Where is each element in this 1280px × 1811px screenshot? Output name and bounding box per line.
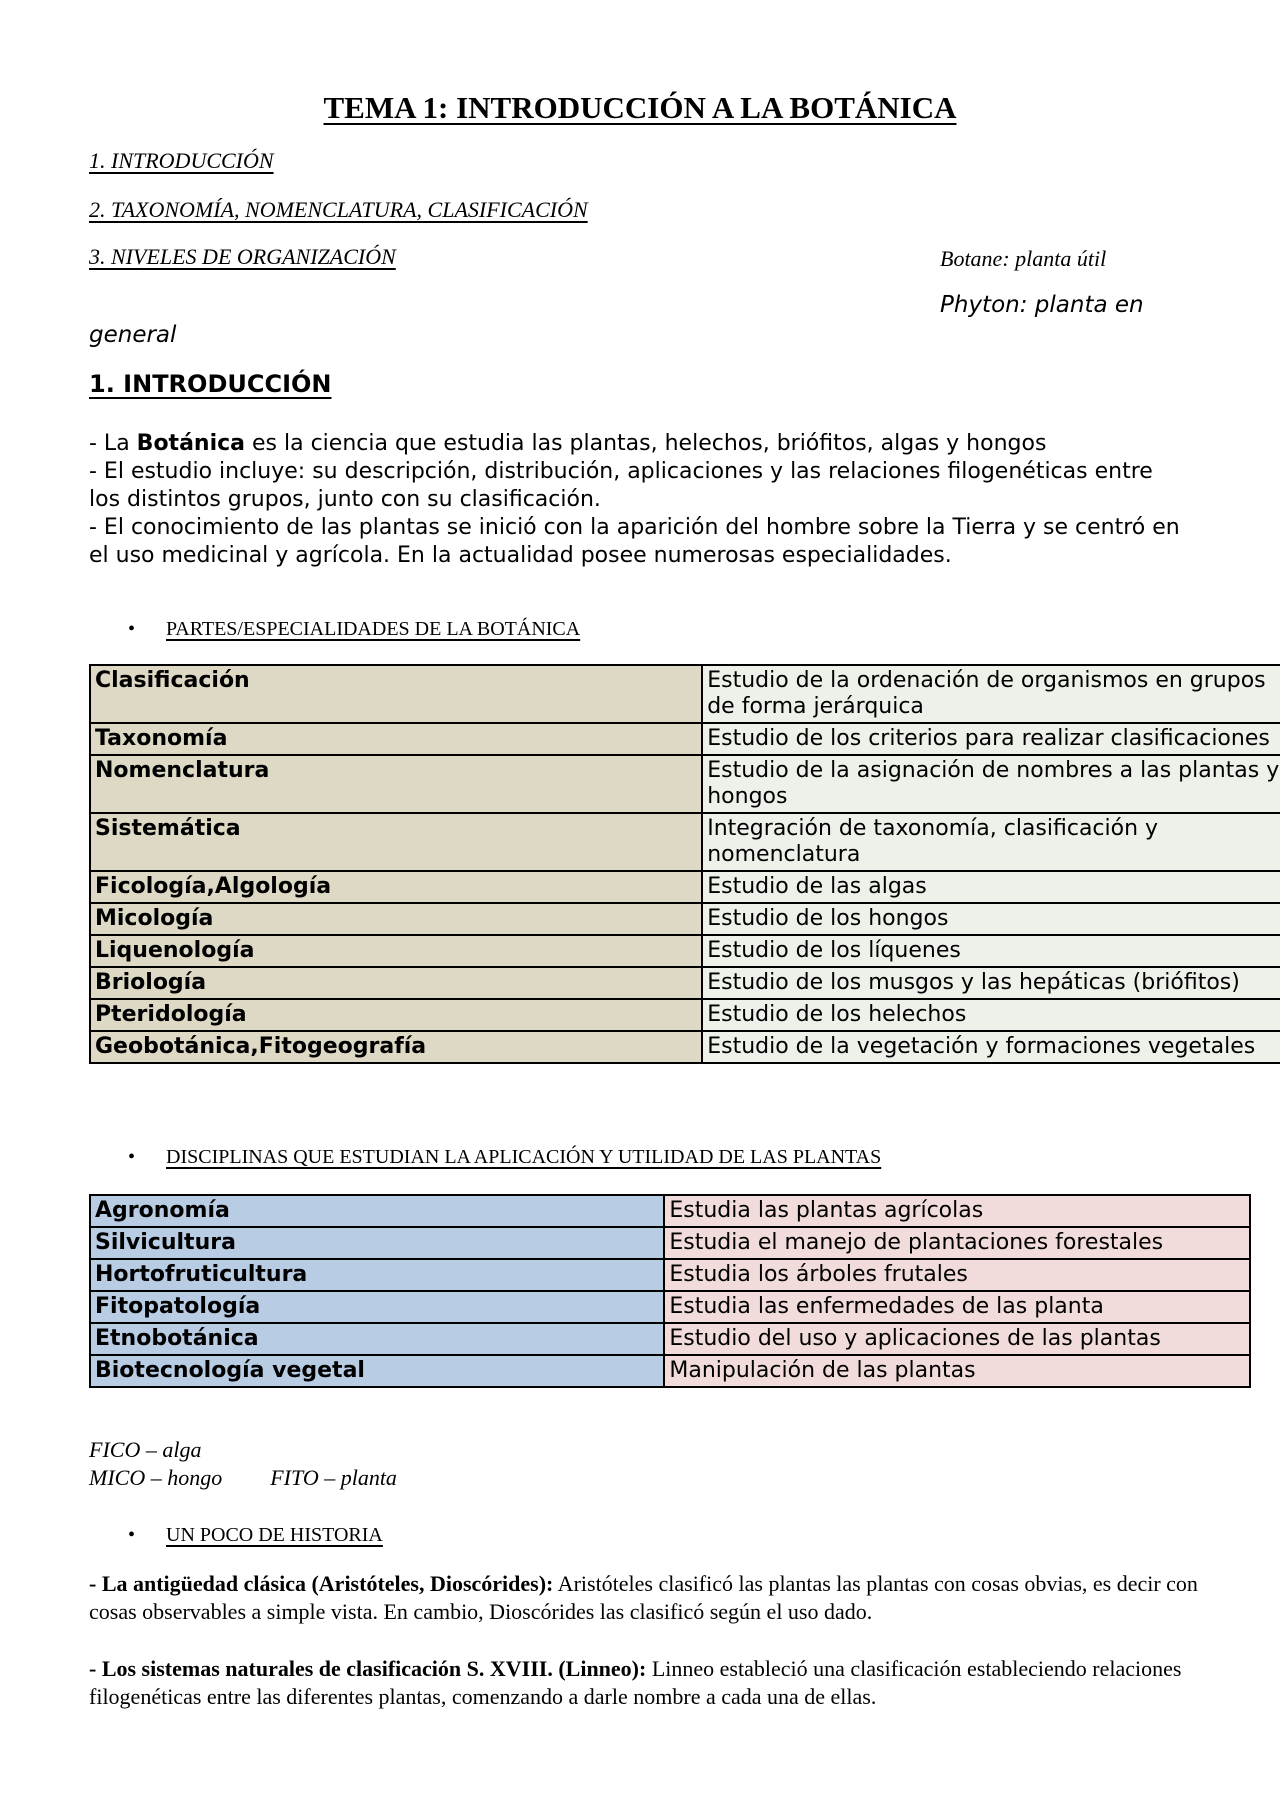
table-cell-description: Manipulación de las plantas bbox=[664, 1355, 1250, 1387]
table-cell-description: Estudio de las algas bbox=[702, 871, 1280, 903]
etymology-phyton: Phyton: planta en bbox=[940, 292, 1144, 318]
table-cell-description: Integración de taxonomía, clasificación y nomenclatura bbox=[702, 813, 1280, 871]
table-cell-description: Estudio de la ordenación de organismos en grupos de forma jerárquica bbox=[702, 665, 1280, 723]
table-cell-description: Estudia las plantas agrícolas bbox=[664, 1195, 1250, 1227]
toc-item-introduccion: 1. INTRODUCCIÓN bbox=[89, 148, 274, 173]
table-row bbox=[90, 1031, 1280, 1063]
table-cell-term: Liquenología bbox=[90, 935, 702, 967]
table-cell-term: Hortofruticultura bbox=[90, 1259, 664, 1291]
bullet-partes: • PARTES/ESPECIALIDADES DE LA BOTÁNICA bbox=[128, 618, 581, 640]
etymology-botane: Botane: planta útil bbox=[940, 246, 1107, 271]
table-cell-term: Silvicultura bbox=[90, 1227, 664, 1259]
table-cell-description: Estudio de los helechos bbox=[702, 999, 1280, 1031]
table-row bbox=[90, 813, 1280, 871]
prefix-fito: FITO – planta bbox=[270, 1465, 397, 1490]
section-heading-introduccion: 1. INTRODUCCIÓN bbox=[89, 370, 332, 398]
table-row bbox=[90, 1323, 1250, 1355]
table-cell-term: Taxonomía bbox=[90, 723, 702, 755]
bullet-dot: • bbox=[128, 618, 136, 640]
table-cell-term: Geobotánica,Fitogeografía bbox=[90, 1031, 702, 1063]
prefix-line-mico-fito bbox=[89, 1464, 397, 1492]
table-row bbox=[90, 1291, 1250, 1323]
table-cell-description: Estudio de la vegetación y formaciones vegetales bbox=[702, 1031, 1280, 1063]
table-cell-term: Briología bbox=[90, 967, 702, 999]
table-cell-term: Agronomía bbox=[90, 1195, 664, 1227]
table-cell-description: Estudio del uso y aplicaciones de las plantas bbox=[664, 1323, 1250, 1355]
table-cell-term: Clasificación bbox=[90, 665, 702, 723]
table-cell-term: Sistemática bbox=[90, 813, 702, 871]
table-cell-term: Etnobotánica bbox=[90, 1323, 664, 1355]
table-cell-description: Estudio de los hongos bbox=[702, 903, 1280, 935]
prefix-mico: MICO – hongo bbox=[89, 1465, 223, 1490]
table-row bbox=[90, 1195, 1250, 1227]
table-cell-description: Estudia los árboles frutales bbox=[664, 1259, 1250, 1291]
bullet-historia: • UN POCO DE HISTORIA bbox=[128, 1524, 383, 1546]
table-cell-term: Nomenclatura bbox=[90, 755, 702, 813]
table-row bbox=[90, 1259, 1250, 1291]
table-row bbox=[90, 903, 1280, 935]
intro-line-botanica: - La Botánica es la ciencia que estudia las plantas, helechos, briófitos, algas y hongos bbox=[89, 431, 1047, 456]
page-title: TEMA 1: INTRODUCCIÓN A LA BOTÁNICA bbox=[323, 90, 957, 125]
etymology-phyton-cont: general bbox=[89, 322, 177, 348]
table-row bbox=[90, 755, 1280, 813]
table-row bbox=[90, 1227, 1250, 1259]
intro-line-conocimiento: - El conocimiento de las plantas se inició con la aparición del hombre sobre la Tierra y se centró en el uso medicinal y agrícola. En la actualidad posee numerosas especialidades. bbox=[89, 515, 1180, 568]
table-row bbox=[90, 967, 1280, 999]
table-row bbox=[90, 935, 1280, 967]
table-row bbox=[90, 1355, 1250, 1387]
bullet-dot: • bbox=[128, 1524, 136, 1546]
bullet-disciplinas: • DISCIPLINAS QUE ESTUDIAN LA APLICACIÓN Y UTILIDAD DE LAS PLANTAS bbox=[128, 1146, 882, 1168]
table-disciplinas bbox=[89, 1194, 1251, 1388]
historia-antiguedad: - La antigüedad clásica (Aristóteles, Dioscórides): Aristóteles clasificó las plantas las plantas con cosas obvias, es decir con cosas observables a simple vista. En cambio, Dioscórides las clasificó según el uso dado. bbox=[89, 1571, 1198, 1624]
table-cell-description: Estudia las enfermedades de las planta bbox=[664, 1291, 1250, 1323]
table-row bbox=[90, 871, 1280, 903]
table-cell-description: Estudio de los musgos y las hepáticas (briófitos) bbox=[702, 967, 1280, 999]
historia-linneo: - Los sistemas naturales de clasificación S. XVIII. (Linneo): Linneo estableció una clasificación estableciendo relaciones filogenéticas entre las diferentes plantas, comenzando a darle nombre a cada una de ellas. bbox=[89, 1656, 1182, 1709]
table-row bbox=[90, 723, 1280, 755]
table-cell-description: Estudio de la asignación de nombres a las plantas y hongos bbox=[702, 755, 1280, 813]
prefix-fico: FICO – alga bbox=[89, 1437, 202, 1462]
table-cell-term: Micología bbox=[90, 903, 702, 935]
table-cell-description: Estudio de los líquenes bbox=[702, 935, 1280, 967]
table-cell-term: Pteridología bbox=[90, 999, 702, 1031]
table-cell-description: Estudio de los criterios para realizar clasificaciones bbox=[702, 723, 1280, 755]
intro-paragraph bbox=[89, 430, 1189, 570]
table-row bbox=[90, 665, 1280, 723]
intro-line-estudio: - El estudio incluye: su descripción, distribución, aplicaciones y las relaciones filogenéticas entre los distintos grupos, junto con su clasificación. bbox=[89, 459, 1153, 512]
table-cell-term: Biotecnología vegetal bbox=[90, 1355, 664, 1387]
toc-item-niveles: 3. NIVELES DE ORGANIZACIÓN bbox=[89, 244, 396, 269]
table-cell-description: Estudia el manejo de plantaciones forestales bbox=[664, 1227, 1250, 1259]
bullet-dot: • bbox=[128, 1146, 136, 1168]
table-partes-botanica bbox=[89, 664, 1280, 1064]
table-cell-term: Ficología,Algología bbox=[90, 871, 702, 903]
toc-item-taxonomia: 2. TAXONOMÍA, NOMENCLATURA, CLASIFICACIÓN bbox=[89, 197, 588, 222]
table-cell-term: Fitopatología bbox=[90, 1291, 664, 1323]
table-row bbox=[90, 999, 1280, 1031]
